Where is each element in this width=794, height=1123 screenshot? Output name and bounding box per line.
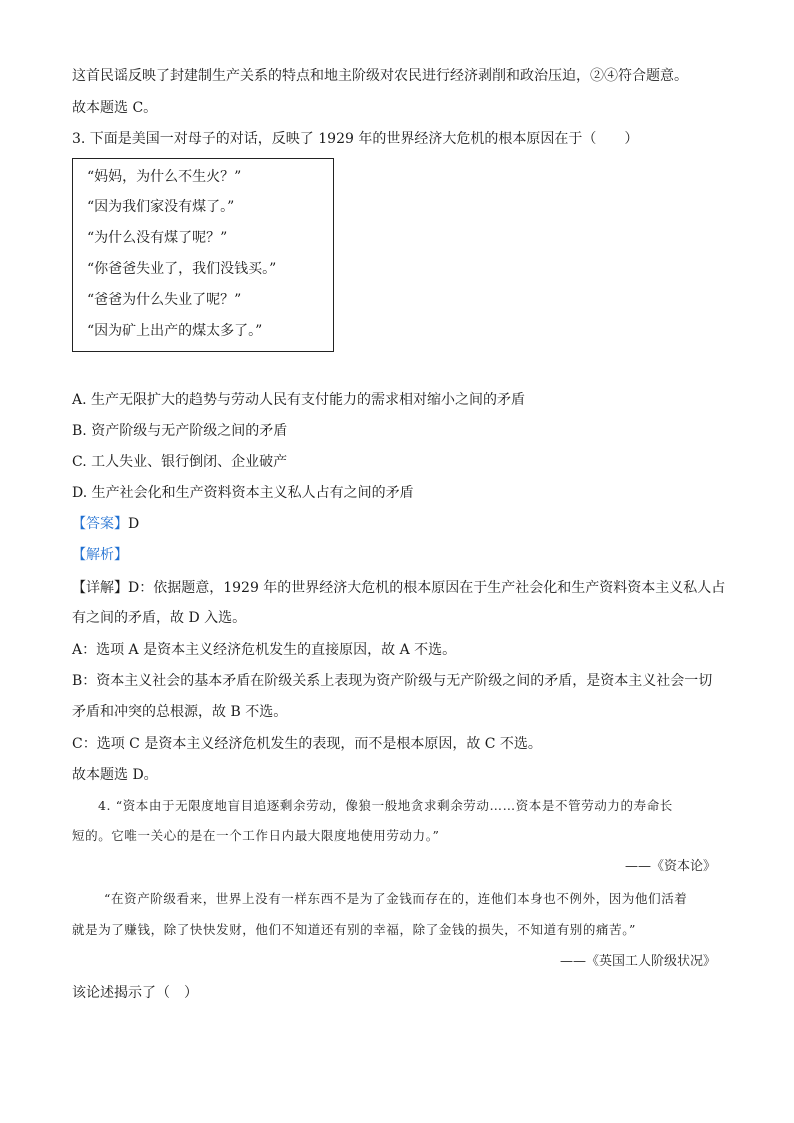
quote-2-line-1: “在资产阶级看来，世界上没有一样东西不是为了金钱而存在的，连他们本身也不例外，因为他们活着 [104, 891, 688, 906]
question-3-stem: 3. 下面是美国一对母子的对话，反映了 1929 年的世界经济大危机的根本原因在于（ ） [72, 131, 639, 147]
option-b: B. 资产阶级与无产阶级之间的矛盾 [72, 423, 288, 439]
detail-line-1 [72, 578, 725, 598]
dialogue-line: “因为我们家没有煤了。” [87, 199, 235, 215]
detail-tag: 【详解】 [72, 580, 128, 596]
explain-b-line-1: B：资本主义社会的基本矛盾在阶级关系上表现为资产阶级与无产阶级之间的矛盾，是资本主义社会一切 [72, 673, 713, 689]
explain-a: A：选项 A 是资本主义经济危机发生的直接原因，故 A 不选。 [72, 642, 457, 658]
dialogue-box [72, 158, 334, 352]
analysis-line [72, 545, 128, 565]
answer-line [72, 514, 139, 534]
answer-tag: 【答案】 [72, 516, 128, 532]
quote-1-line-2: 短的。它唯一关心的是在一个工作日内最大限度地使用劳动力。” [72, 828, 440, 843]
intro-line-1: 这首民谣反映了封建制生产关系的特点和地主阶级对农民进行经济剥削和政治压迫，②④符合题意。 [72, 68, 688, 84]
dialogue-line: “爸爸为什么失业了呢？” [87, 292, 242, 308]
analysis-tag: 【解析】 [72, 547, 128, 563]
option-a: A. 生产无限扩大的趋势与劳动人民有支付能力的需求相对缩小之间的矛盾 [72, 392, 526, 408]
option-c: C. 工人失业、银行倒闭、企业破产 [72, 454, 288, 470]
answer-value: D [128, 516, 140, 532]
dialogue-line: “为什么没有煤了呢？” [87, 230, 228, 246]
quote-1-source: ——《资本论》 [624, 859, 716, 874]
explain-b-line-2: 矛盾和冲突的总根源，故 B 不选。 [72, 704, 288, 720]
dialogue-line: “你爸爸失业了，我们没钱买。” [87, 261, 277, 277]
detail-line-2: 有之间的矛盾，故 D 入选。 [72, 610, 247, 626]
dialogue-line: “因为矿上出产的煤太多了。” [87, 323, 263, 339]
quote-2-source: ——《英国工人阶级状况》 [559, 954, 716, 969]
quote-2-line-2: 就是为了赚钱，除了快快发财，他们不知道还有别的幸福，除了金钱的损失，不知道有别的痛苦。” [72, 922, 637, 937]
dialogue-line: “妈妈，为什么不生火？” [87, 169, 242, 185]
option-d: D. 生产社会化和生产资料资本主义私人占有之间的矛盾 [72, 485, 414, 501]
conclusion: 故本题选 D。 [72, 767, 158, 783]
question-4-stem: 该论述揭示了（ ） [72, 985, 198, 1001]
detail-text: D：依据题意，1929 年的世界经济大危机的根本原因在于生产社会化和生产资料资本主义私人占 [128, 580, 726, 596]
quote-1-line-1: 4. “资本由于无限度地盲目追逐剩余劳动，像狼一般地贪求剩余劳动……资本是不管劳动力的寿命长 [98, 798, 673, 813]
explain-c: C：选项 C 是资本主义经济危机发生的表现，而不是根本原因，故 C 不选。 [72, 736, 542, 752]
intro-line-2: 故本题选 C。 [72, 100, 158, 116]
